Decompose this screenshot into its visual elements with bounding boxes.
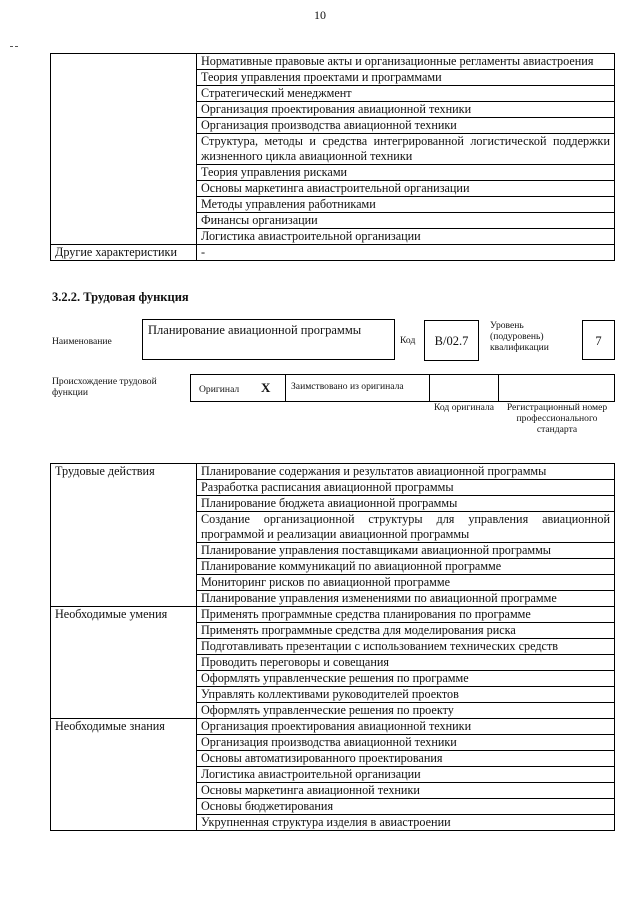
reg-number-cell: [498, 374, 615, 402]
row-item: Основы автоматизированного проектирования: [197, 751, 615, 767]
original-mark: X: [261, 380, 271, 395]
level-value-box: [582, 320, 615, 360]
row-label: Необходимые умения: [51, 607, 197, 719]
row-item: Финансы организации: [197, 213, 615, 229]
row-item: Логистика авиастроительной организации: [197, 767, 615, 783]
row-label: Необходимые знания: [51, 719, 197, 831]
row-item: Планирование управления изменениями по авиационной программе: [197, 591, 615, 607]
borrowed-label: Заимствовано из оригинала: [291, 381, 404, 392]
row-item: Теория управления проектами и программами: [197, 70, 615, 86]
row-item: Проводить переговоры и совещания: [197, 655, 615, 671]
row-item: Логистика авиастроительной организации: [197, 229, 615, 245]
row-item: Планирование коммуникаций по авиационной программе: [197, 559, 615, 575]
row-label: [51, 54, 197, 245]
section-title: 3.2.2. Трудовая функция: [52, 290, 189, 304]
row-item: Применять программные средства для моделирования риска: [197, 623, 615, 639]
row-item: Структура, методы и средства интегрированной логистической поддержки жизненного цикла авиационной техники: [197, 134, 615, 165]
table-row: [51, 464, 615, 480]
code-value-box: [424, 320, 479, 361]
row-item: Теория управления рисками: [197, 165, 615, 181]
row-item: Основы бюджетирования: [197, 799, 615, 815]
table-row: [51, 719, 615, 735]
row-item: Мониторинг рисков по авиационной программе: [197, 575, 615, 591]
table-row: [51, 607, 615, 623]
name-label: Наименование: [52, 336, 112, 347]
row-item: Оформлять управленческие решения по программе: [197, 671, 615, 687]
row-label: Трудовые действия: [51, 464, 197, 607]
row-item: Управлять коллективами руководителей проектов: [197, 687, 615, 703]
original-label: Оригинал: [199, 384, 240, 395]
row-item: Планирование бюджета авиационной программы: [197, 496, 615, 512]
code-label: Код: [400, 335, 416, 346]
level-label: Уровень (подуровень) квалификации: [490, 320, 549, 353]
table-row: [51, 54, 615, 70]
row-item: Укрупненная структура изделия в авиастроении: [197, 815, 615, 831]
row-item: Разработка расписания авиационной программы: [197, 480, 615, 496]
row-item: Создание организационной структуры для управления авиационной программой и реализации авиационной программы: [197, 512, 615, 543]
name-value: Планирование авиационной программы: [148, 323, 362, 337]
row-item: Организация производства авиационной техники: [197, 118, 615, 134]
row-item: Методы управления работниками: [197, 197, 615, 213]
row-item: Планирование содержания и результатов авиационной программы: [197, 464, 615, 480]
labor-function-table: [50, 463, 615, 831]
row-item: Подготавливать презентации с использованием технических средств: [197, 639, 615, 655]
level-value: 7: [595, 334, 602, 348]
row-item: Планирование управления поставщиками авиационной программы: [197, 543, 615, 559]
original-cell: [190, 374, 286, 402]
row-item: Организация производства авиационной техники: [197, 735, 615, 751]
code-original-cell: [429, 374, 499, 402]
table-row: [51, 245, 615, 261]
origin-label: Происхождение трудовой функции: [52, 376, 157, 398]
row-item: Стратегический менеджмент: [197, 86, 615, 102]
row-item: Организация проектирования авиационной техники: [197, 719, 615, 735]
borrowed-cell: [285, 374, 430, 402]
page-number: 10: [314, 8, 326, 22]
row-label: Другие характеристики: [51, 245, 197, 261]
code-value: В/02.7: [434, 334, 469, 348]
row-item: Оформлять управленческие решения по проекту: [197, 703, 615, 719]
row-item: Нормативные правовые акты и организационные регламенты авиастроения: [197, 54, 615, 70]
name-value-box: [142, 319, 395, 360]
row-item: Организация проектирования авиационной техники: [197, 102, 615, 118]
margin-mark: [10, 46, 18, 47]
row-item: -: [197, 245, 615, 261]
reg-number-label: Регистрационный номер профессионального стандарта: [506, 402, 608, 435]
knowledge-table-continued: [50, 53, 615, 261]
code-original-label: Код оригинала: [433, 402, 495, 413]
row-item: Основы маркетинга авиастроительной организации: [197, 181, 615, 197]
row-item: Основы маркетинга авиационной техники: [197, 783, 615, 799]
row-item: Применять программные средства планирования по программе: [197, 607, 615, 623]
